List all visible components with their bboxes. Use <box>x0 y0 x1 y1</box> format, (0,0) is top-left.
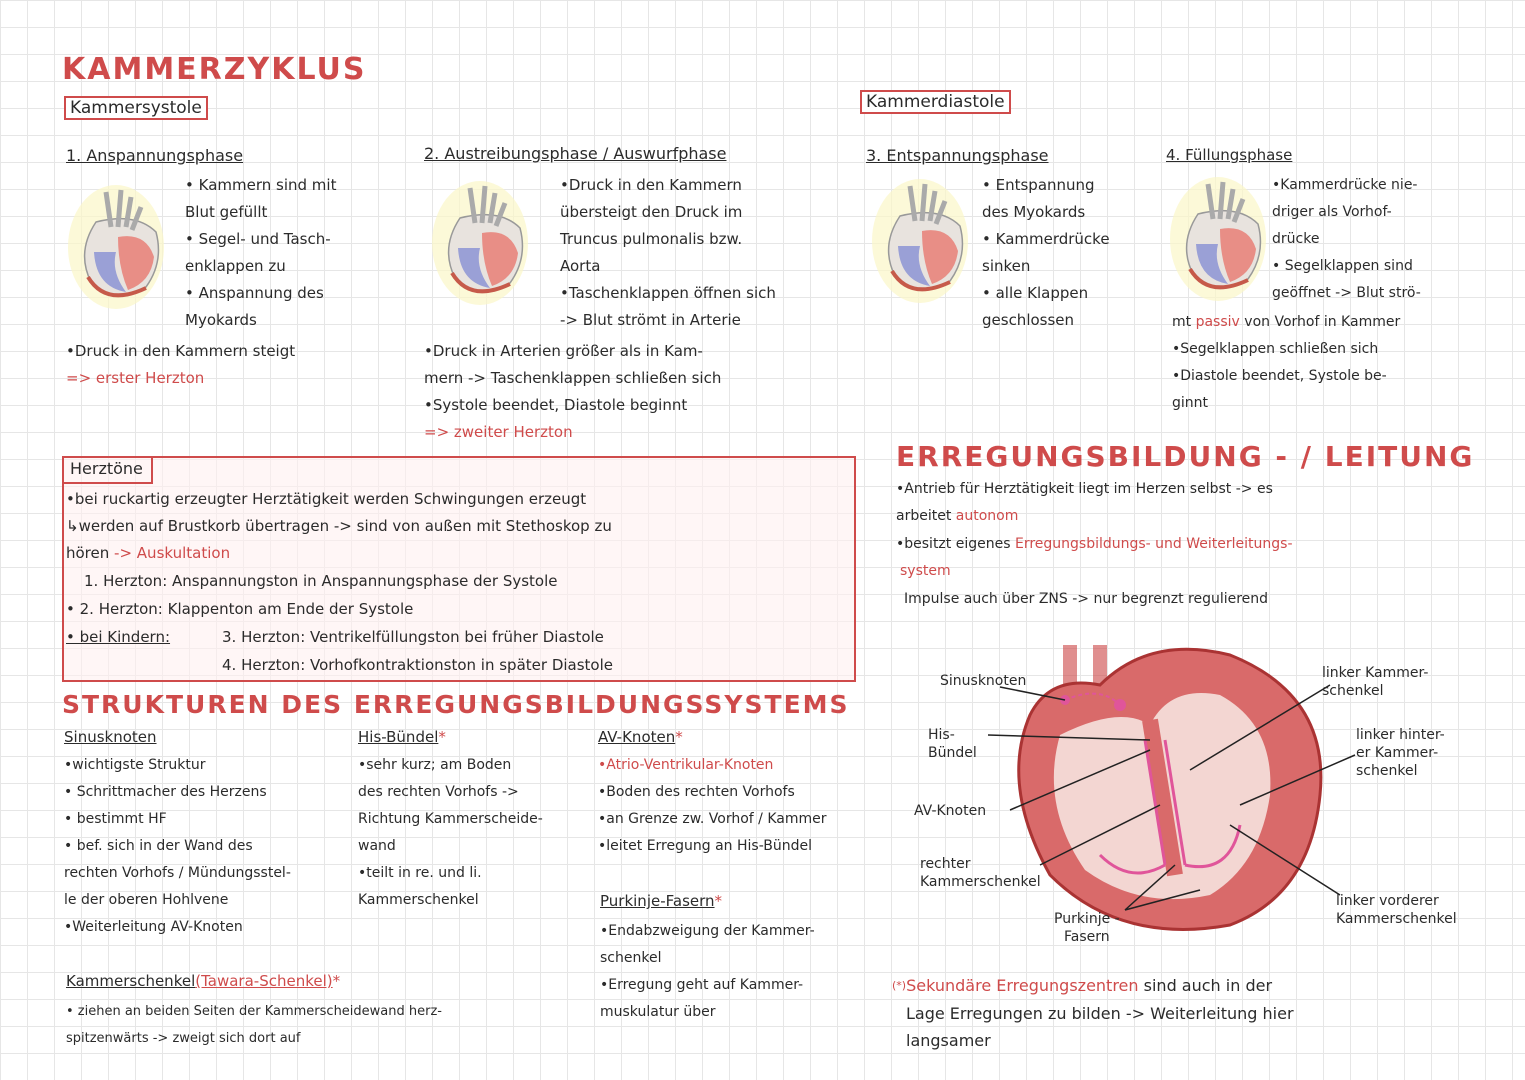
phase1-title: 1. Anspannungsphase <box>66 146 244 165</box>
phase3-title: 3. Entspannungsphase <box>866 146 1049 165</box>
kammer-text: • ziehen an beiden Seiten der Kammerscheidewand herz- spitzenwärts -> zweigt sich dort auf <box>66 1004 442 1046</box>
label-av: AV-Knoten <box>914 803 987 819</box>
label-purkinje: Purkinje - Fasern <box>1054 911 1120 945</box>
herztoene-line3 <box>66 540 230 567</box>
erregung-l4: system <box>900 563 951 579</box>
av-heading <box>598 728 683 746</box>
label-his: His- Bündel <box>928 727 977 761</box>
av-title: AV-Knoten <box>598 728 676 746</box>
sinus-title: Sinusknoten <box>64 728 157 746</box>
erregung-l3-red: Erregungsbildungs- und Weiterleitungs- <box>1014 536 1293 552</box>
phase4-line <box>1172 309 1400 336</box>
erregung-l3 <box>896 531 1293 558</box>
footnote-line3: langsamer <box>906 1031 991 1050</box>
phase1-result: => erster Herzton <box>66 369 205 387</box>
label-linker-hinterer: linker hinter- er Kammer- schenkel <box>1356 727 1445 779</box>
his-heading <box>358 728 446 746</box>
phase4-line-red: passiv <box>1195 314 1240 330</box>
phase2-result: => zweiter Herzton <box>424 423 573 441</box>
phase4-bullets-b: •Segelklappen schließen sich •Diastole beendet, Systole be- ginnt <box>1172 341 1387 411</box>
footnote-star: (*) <box>892 979 907 992</box>
phase1-after: •Druck in den Kammern steigt <box>66 342 296 360</box>
erregung-l2-red: autonom <box>955 508 1019 524</box>
kammer-star: * <box>332 972 341 990</box>
herzton1: 1. Herzton: Anspannungston in Anspannungsphase der Systole <box>84 572 558 590</box>
erregung-title: ERREGUNGSBILDUNG - / LEITUNG <box>896 440 1475 473</box>
heart-image-phase3 <box>870 176 970 306</box>
erregung-l2 <box>896 503 1018 530</box>
herztoene-line3-red: -> Auskultation <box>114 544 231 562</box>
phase4-title: 4. Füllungsphase <box>1166 146 1293 164</box>
heart-image-phase2 <box>430 178 530 308</box>
av-text: •Boden des rechten Vorhofs •an Grenze zw. Vorhof / Kammer •leitet Erregung an His-Bündel <box>598 784 827 854</box>
erregung-l1: •Antrieb für Herztätigkeit liegt im Herzen selbst -> es <box>896 481 1273 497</box>
label-linker-vorderer: linker vorderer Kammerschenkel <box>1336 893 1457 927</box>
label-linker-kammer: linker Kammer- schenkel <box>1322 665 1429 699</box>
erregung-l5: Impulse auch über ZNS -> nur begrenzt regulierend <box>904 591 1269 607</box>
av-star: * <box>675 728 683 746</box>
purk-title: Purkinje-Fasern <box>600 892 715 910</box>
herztoene-line2: ↳werden auf Brustkorb übertragen -> sind von außen mit Stethoskop zu <box>66 517 612 535</box>
herzton2: • 2. Herzton: Klappenton am Ende der Systole <box>66 600 414 618</box>
label-sinusknoten: Sinusknoten <box>940 673 1027 689</box>
purk-heading <box>600 892 722 910</box>
footnote-line2: Lage Erregungen zu bilden -> Weiterleitung hier <box>906 1004 1294 1023</box>
his-text: •sehr kurz; am Boden des rechten Vorhofs -> Richtung Kammerscheide- wand •teilt in re. und li. Kammerschenkel <box>358 757 543 908</box>
purk-star: * <box>714 892 723 910</box>
herztoene-line3-pre: hören <box>66 544 110 562</box>
sinus-text: •wichtigste Struktur • Schrittmacher des Herzens • bestimmt HF • bef. sich in der Wand des rechten Vorhofs / Mündungsstel- le der oberen Hohlvene •Weiterleitung AV-Knoten <box>64 757 291 935</box>
his-title: His-Bündel <box>358 728 439 746</box>
page-title: KAMMERZYKLUS <box>62 52 367 87</box>
footnote-line1 <box>892 972 1272 999</box>
phase1-bullets: • Kammern sind mit Blut gefüllt • Segel- und Tasch- enklappen zu • Anspannung des Myokards <box>185 176 337 329</box>
phase2-title: 2. Austreibungsphase / Auswurfphase <box>424 144 727 163</box>
herzton4: 4. Herzton: Vorhofkontraktionston in später Diastole <box>222 656 613 674</box>
kammer-red: (Tawara-Schenkel) <box>195 972 333 990</box>
footnote-rest: sind auch in der <box>1143 976 1273 995</box>
herztoene-line1: •bei ruckartig erzeugter Herztätigkeit werden Schwingungen erzeugt <box>66 490 587 508</box>
strukturen-title: STRUKTUREN DES ERREGUNGSBILDUNGSSYSTEMS <box>62 690 850 719</box>
erregung-l2-pre: arbeitet <box>896 508 952 524</box>
kammer-heading <box>66 972 340 990</box>
heart-image-phase1 <box>66 182 166 312</box>
diastole-label: Kammerdiastole <box>860 90 1011 114</box>
phase3-bullets: • Entspannung des Myokards • Kammerdrücke sinken • alle Klappen geschlossen <box>982 176 1110 329</box>
heart-image-phase4 <box>1168 174 1268 304</box>
herzton3: 3. Herzton: Ventrikelfüllungston bei früher Diastole <box>222 628 604 646</box>
purk-text: •Endabzweigung der Kammer- schenkel •Erregung geht auf Kammer- muskulatur über <box>600 923 815 1020</box>
kammer-title: Kammerschenkel <box>66 972 196 990</box>
phase2-bullets: •Druck in den Kammern übersteigt den Druck im Truncus pulmonalis bzw. Aorta •Taschenklappen öffnen sich -> Blut strömt in Arterie <box>560 176 776 329</box>
phase4-line-post: von Vorhof in Kammer <box>1244 314 1401 330</box>
phase4-bullets-a: •Kammerdrücke nie- driger als Vorhof- drücke • Segelklappen sind geöffnet -> Blut strö- <box>1272 177 1421 301</box>
systole-label: Kammersystole <box>64 96 208 120</box>
av-red: •Atrio-Ventrikular-Knoten <box>598 757 774 773</box>
erregung-l3-pre: •besitzt eigenes <box>896 536 1011 552</box>
his-star: * <box>438 728 446 746</box>
kinder-label: • bei Kindern: <box>66 628 171 646</box>
phase2-after: •Druck in Arterien größer als in Kam- mern -> Taschenklappen schließen sich •Systole beendet, Diastole beginnt <box>424 342 722 414</box>
phase4-line-pre: mt <box>1172 314 1192 330</box>
herztoene-label: Herztöne <box>62 456 153 484</box>
label-rechter: rechter Kammerschenkel <box>920 856 1041 890</box>
footnote-red: Sekundäre Erregungszentren <box>906 976 1139 995</box>
